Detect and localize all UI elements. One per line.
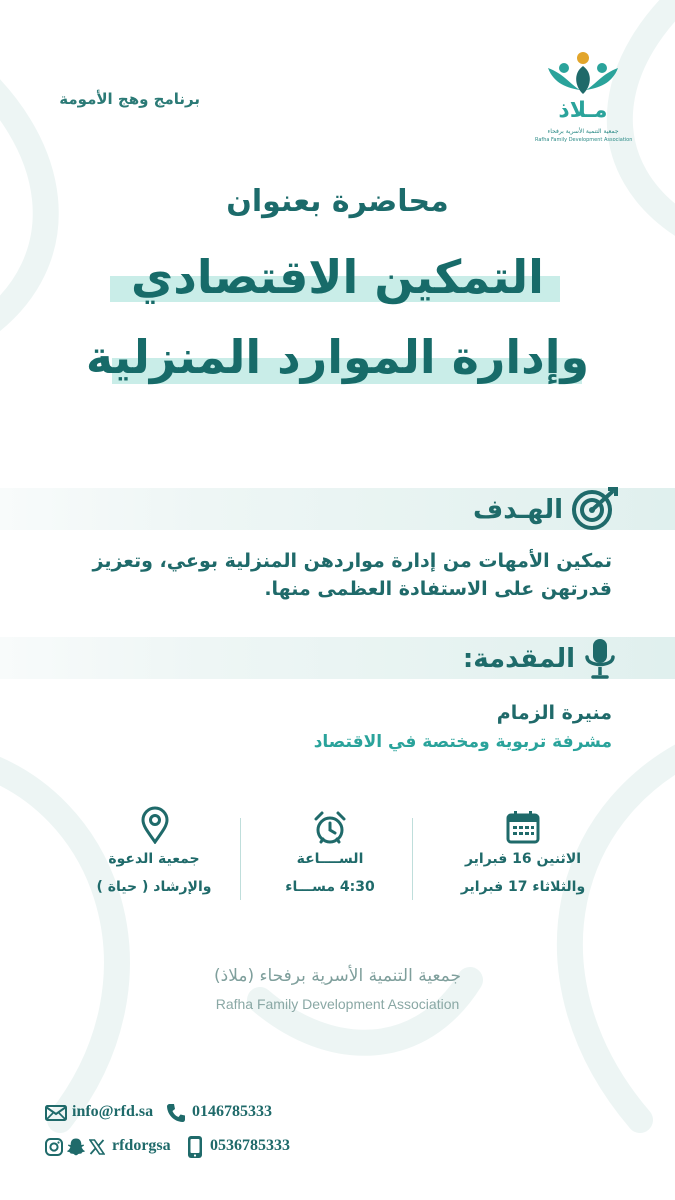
mobile-number[interactable]: 0536785333 xyxy=(210,1137,290,1154)
presenter-heading: المقدمة: xyxy=(462,644,575,674)
phone-icon xyxy=(166,1103,186,1123)
logo-subtitle-ar: جمعية التنمية الأسرية برفحاء xyxy=(547,128,619,135)
date-line1: الاثنين 16 فبراير xyxy=(464,851,582,867)
info-separator-2 xyxy=(240,818,241,900)
location-pin-icon xyxy=(140,806,170,844)
presenter-name: منيرة الزمام xyxy=(496,702,612,724)
time-line1: الســــاعة xyxy=(296,851,364,867)
social-handle[interactable]: rfdorgsa xyxy=(112,1137,171,1154)
target-icon xyxy=(568,486,620,532)
lecture-subtitle: محاضرة بعنوان xyxy=(226,184,449,219)
microphone-icon xyxy=(582,637,618,681)
goal-text-line2: قدرتهن على الاستفادة العظمى منها. xyxy=(264,578,612,600)
email-icon xyxy=(45,1105,67,1121)
alarm-clock-icon xyxy=(312,810,348,846)
goal-heading: الهـدف xyxy=(473,495,563,525)
calendar-icon xyxy=(506,810,540,844)
instagram-icon[interactable] xyxy=(45,1138,63,1156)
logo-subtitle-en: Rafha Family Development Association xyxy=(535,137,633,143)
time-line2: 4:30 مســـاء xyxy=(285,879,375,895)
x-twitter-icon[interactable] xyxy=(89,1139,105,1155)
association-name-ar: جمعية التنمية الأسرية برفحاء (ملاذ) xyxy=(214,966,461,986)
snapchat-icon[interactable] xyxy=(66,1137,86,1157)
mobile-phone-icon xyxy=(187,1135,203,1159)
email-link[interactable]: info@rfd.sa xyxy=(72,1103,154,1120)
location-line2: والإرشاد ( حياة ) xyxy=(96,879,212,895)
phone-number[interactable]: 0146785333 xyxy=(192,1103,272,1120)
program-name: برنامج وهج الأمومة xyxy=(59,90,200,108)
presenter-role: مشرفة تربوية ومختصة في الاقتصاد xyxy=(313,732,612,752)
lecture-title-line1: التمكين الاقتصادي xyxy=(131,250,544,304)
date-line2: والثلاثاء 17 فبراير xyxy=(460,879,586,895)
logo-name: مـلاذ xyxy=(558,98,608,123)
goal-text-line1: تمكين الأمهات من إدارة مواردهن المنزلية بوعي، وتعزيز xyxy=(92,550,612,572)
info-separator-1 xyxy=(412,818,413,900)
association-name-en: Rafha Family Development Association xyxy=(215,996,460,1012)
location-line1: جمعية الدعوة xyxy=(108,851,200,867)
lecture-title-line2: وإدارة الموارد المنزلية xyxy=(85,330,590,384)
